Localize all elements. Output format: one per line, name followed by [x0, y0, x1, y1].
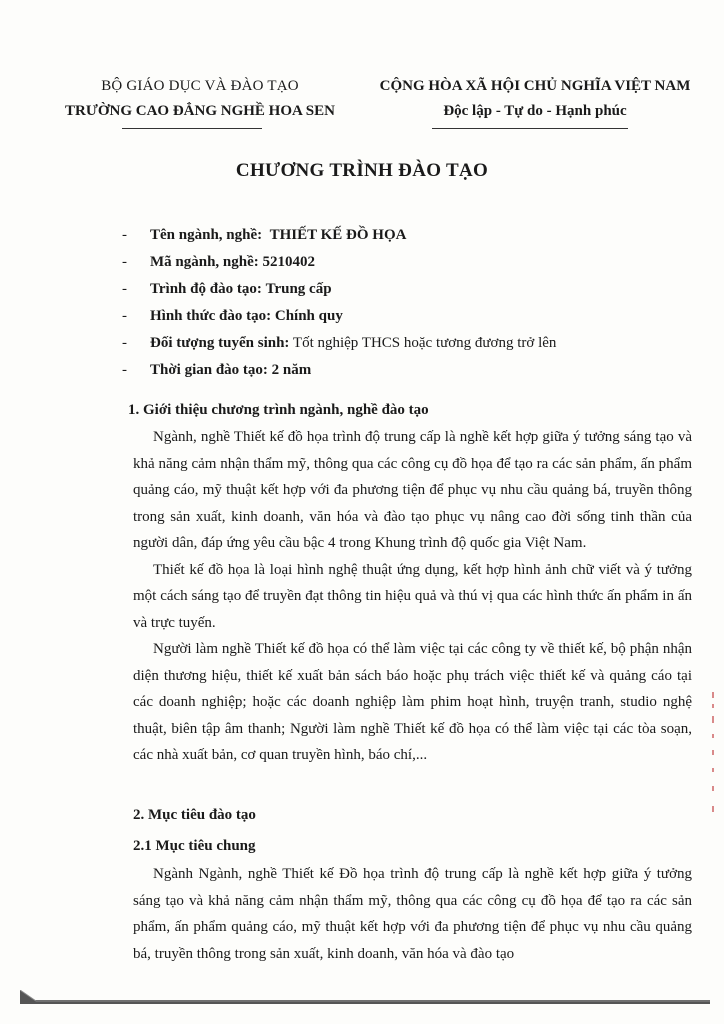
paragraph: Thiết kế đồ họa là loại hình nghệ thuật ứng dụng, kết hợp hình ảnh chữ viết và ý tưởng một cách sáng tạo để truyền đạt thông tin hiệu quả và thú vị qua các hình thức ấn phẩm in ấn và trực tuyến.	[133, 561, 692, 631]
national-header	[355, 74, 715, 124]
info-value: Trung cấp	[265, 281, 332, 297]
list-dash: -	[122, 281, 127, 297]
list-dash: -	[122, 308, 127, 324]
national-motto: Độc lập - Tự do - Hạnh phúc	[443, 103, 627, 119]
info-label: Mã ngành, nghề:	[150, 254, 259, 270]
document-title: CHƯƠNG TRÌNH ĐÀO TẠO	[235, 160, 489, 181]
section-heading: 1. Giới thiệu chương trình ngành, nghề đào tạo	[128, 402, 429, 418]
info-value: Tốt nghiệp THCS hoặc tương đương trở lên	[292, 335, 557, 351]
info-label: Trình độ đào tạo:	[150, 281, 262, 297]
sub-section-heading: 2.1 Mục tiêu chung	[133, 838, 256, 854]
page-edge-stamp	[709, 690, 717, 830]
info-value: 2 năm	[271, 362, 312, 378]
list-dash: -	[122, 254, 127, 270]
info-value: THIẾT KẾ ĐỒ HỌA	[269, 227, 407, 243]
list-dash: -	[122, 335, 127, 351]
section-introduction	[0, 398, 724, 769]
info-item-major-code	[122, 249, 692, 276]
scan-footer-band	[20, 990, 710, 1004]
section-heading: 2. Mục tiêu đào tạo	[133, 807, 256, 823]
paragraph: Người làm nghề Thiết kế đồ họa có thể làm việc tại các công ty về thiết kế, bộ phận nhận diện thương hiệu, thiết kế xuất bản sách báo hoặc phụ trách việc thiết kế và quảng cáo tại các doanh nghiệp; hoặc các doanh nghiệp làm phim hoạt hình, truyện tranh, studio nghệ thuật, biên tập âm thanh; Người làm nghề Thiết kế đồ họa có thể làm việc tại các tòa soạn, các nhà xuất bản, cơ quan truyền hình, báo chí,...	[133, 641, 692, 763]
info-value: Chính quy	[274, 308, 343, 324]
info-label: Hình thức đào tạo:	[150, 308, 272, 324]
section-objectives	[0, 803, 724, 967]
motto-underline	[432, 128, 628, 129]
school-name: TRƯỜNG CAO ĐẲNG NGHỀ HOA SEN	[65, 103, 335, 119]
info-item-mode	[122, 303, 692, 330]
info-item-enrollment	[122, 330, 692, 357]
republic-name: CỘNG HÒA XÃ HỘI CHỦ NGHĨA VIỆT NAM	[379, 78, 691, 94]
ministry-name: BỘ GIÁO DỤC VÀ ĐÀO TẠO	[101, 78, 299, 94]
ministry-header	[40, 74, 360, 124]
info-item-level	[122, 276, 692, 303]
list-dash: -	[122, 362, 127, 378]
list-dash: -	[122, 227, 127, 243]
info-label: Thời gian đào tạo:	[150, 362, 268, 378]
info-item-major-name	[122, 222, 692, 249]
info-value: 5210402	[262, 254, 316, 270]
school-name-underline	[122, 128, 262, 129]
info-item-duration	[122, 357, 692, 384]
info-label: Tên ngành, nghề:	[150, 227, 263, 243]
paragraph: Ngành, nghề Thiết kế đồ họa trình độ trung cấp là nghề kết hợp giữa ý tưởng sáng tạo và khả năng cảm nhận thẩm mỹ, thông qua các công cụ đồ họa để tạo ra các sản phẩm, ấn phẩm quảng cáo, mỹ thuật kết hợp với đa phương tiện để phục vụ nhu cầu quảng bá, truyền thông trong sản xuất, kinh doanh, văn hóa và đào tạo phục vụ nâng cao đời sống tinh thần của người dân, đáp ứng yêu cầu bậc 4 trong Khung trình độ quốc gia Việt Nam.	[133, 429, 692, 551]
program-info-list	[122, 222, 692, 384]
info-label: Đối tượng tuyển sinh:	[150, 335, 290, 351]
paragraph: Ngành Ngành, nghề Thiết kế Đồ họa trình độ trung cấp là nghề kết hợp giữa ý tưởng sáng tạo và khả năng cảm nhận thẩm mỹ, thông qua các công cụ đồ họa để tạo ra các sản phẩm, ấn phẩm quảng cáo, mỹ thuật kết hợp với đa phương tiện để phục vụ nhu cầu quảng bá, truyền thông trong sản xuất, kinh doanh, văn hóa và đào tạo	[133, 866, 692, 962]
